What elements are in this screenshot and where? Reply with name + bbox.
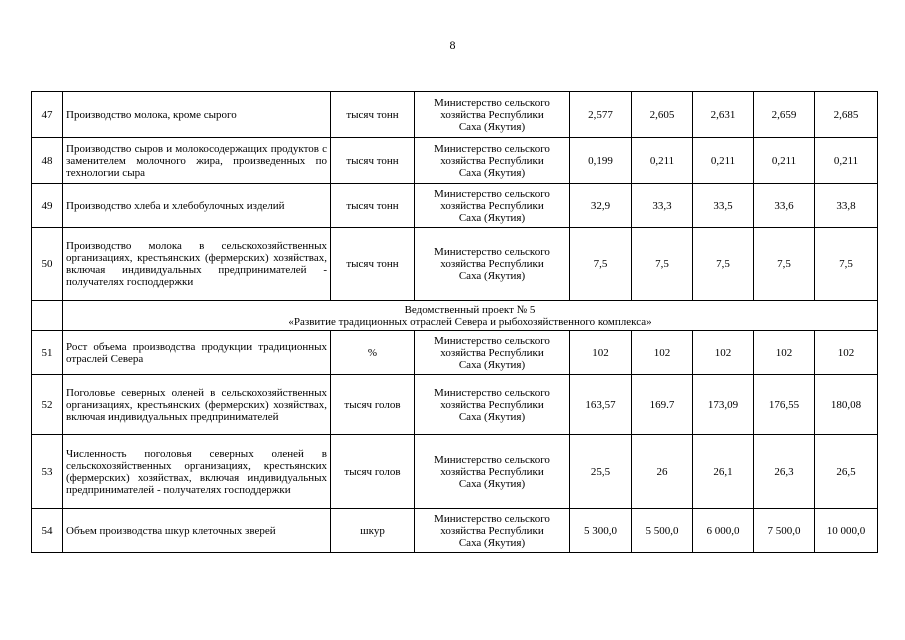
indicator-name: Производство молока, кроме сырого: [63, 92, 331, 138]
ministry: Министерство сельского хозяйства Республики Саха (Якутия): [415, 184, 570, 228]
ministry: Министерство сельского хозяйства Республики Саха (Якутия): [415, 435, 570, 509]
ministry: Министерство сельского хозяйства Республики Саха (Якутия): [415, 138, 570, 184]
row-number: 53: [32, 435, 63, 509]
value-cell: 163,57: [570, 375, 632, 435]
value-cell: 7,5: [570, 228, 632, 301]
unit: тысяч тонн: [331, 138, 415, 184]
value-cell: 0,211: [693, 138, 754, 184]
value-cell: 33,8: [815, 184, 878, 228]
value-cell: 10 000,0: [815, 509, 878, 553]
value-cell: 33,3: [632, 184, 693, 228]
value-cell: 102: [815, 331, 878, 375]
table-row: [32, 138, 878, 184]
value-cell: 0,199: [570, 138, 632, 184]
row-number: 48: [32, 138, 63, 184]
ministry: Министерство сельского хозяйства Республики Саха (Якутия): [415, 228, 570, 301]
project-title: Ведомственный проект № 5 «Развитие традиционных отраслей Севера и рыбохозяйственного комплекса»: [63, 301, 878, 331]
value-cell: 2,631: [693, 92, 754, 138]
indicator-name: Поголовье северных оленей в сельскохозяйственных организациях, крестьянских (фермерских) хозяйствах, включая индивидуальных предпринимателей: [63, 375, 331, 435]
indicator-name: Производство хлеба и хлебобулочных изделий: [63, 184, 331, 228]
value-cell: 7,5: [815, 228, 878, 301]
value-cell: 2,659: [754, 92, 815, 138]
value-cell: 173,09: [693, 375, 754, 435]
value-cell: 5 500,0: [632, 509, 693, 553]
value-cell: 26,1: [693, 435, 754, 509]
unit: тысяч тонн: [331, 184, 415, 228]
value-cell: 33,5: [693, 184, 754, 228]
ministry: Министерство сельского хозяйства Республики Саха (Якутия): [415, 509, 570, 553]
value-cell: 26,3: [754, 435, 815, 509]
value-cell: 7 500,0: [754, 509, 815, 553]
ministry: Министерство сельского хозяйства Республики Саха (Якутия): [415, 92, 570, 138]
row-number: 51: [32, 331, 63, 375]
value-cell: 102: [754, 331, 815, 375]
value-cell: 169.7: [632, 375, 693, 435]
unit: %: [331, 331, 415, 375]
value-cell: 0,211: [754, 138, 815, 184]
page-number: 8: [449, 38, 456, 52]
table-row: [32, 435, 878, 509]
value-cell: 102: [693, 331, 754, 375]
table-row: [32, 331, 878, 375]
value-cell: 7,5: [693, 228, 754, 301]
value-cell: 25,5: [570, 435, 632, 509]
value-cell: 5 300,0: [570, 509, 632, 553]
value-cell: 180,08: [815, 375, 878, 435]
value-cell: 26,5: [815, 435, 878, 509]
indicator-name: Производство сыров и молокосодержащих продуктов с заменителем молочного жира, произведенных по технологии сыра: [63, 138, 331, 184]
table-row: [32, 184, 878, 228]
row-number: 54: [32, 509, 63, 553]
value-cell: 7,5: [632, 228, 693, 301]
value-cell: 26: [632, 435, 693, 509]
value-cell: 2,605: [632, 92, 693, 138]
value-cell: 176,55: [754, 375, 815, 435]
value-cell: 2,577: [570, 92, 632, 138]
value-cell: 102: [632, 331, 693, 375]
project-header-row: [32, 301, 878, 331]
ministry: Министерство сельского хозяйства Республики Саха (Якутия): [415, 375, 570, 435]
table-row: [32, 375, 878, 435]
value-cell: 0,211: [632, 138, 693, 184]
table-row: [32, 509, 878, 553]
value-cell: 32,9: [570, 184, 632, 228]
indicators-table: [31, 91, 878, 553]
row-number: 47: [32, 92, 63, 138]
unit: тысяч голов: [331, 435, 415, 509]
table-row: [32, 228, 878, 301]
unit: тысяч тонн: [331, 92, 415, 138]
row-number: 52: [32, 375, 63, 435]
unit: тысяч голов: [331, 375, 415, 435]
ministry: Министерство сельского хозяйства Республики Саха (Якутия): [415, 331, 570, 375]
unit: тысяч тонн: [331, 228, 415, 301]
value-cell: 102: [570, 331, 632, 375]
row-number: 50: [32, 228, 63, 301]
indicator-name: Производство молока в сельскохозяйственных организациях, крестьянских (фермерских) хозяйствах, включая индивидуальных предпринимателей - получателях господдержки: [63, 228, 331, 301]
value-cell: 33,6: [754, 184, 815, 228]
indicator-name: Численность поголовья северных оленей в сельскохозяйственных организациях, крестьянских (фермерских) хозяйствах, включая индивидуальных предпринимателей - получателях господдержки: [63, 435, 331, 509]
value-cell: 6 000,0: [693, 509, 754, 553]
table-row: [32, 92, 878, 138]
row-number: 49: [32, 184, 63, 228]
project-number-cell: [32, 301, 63, 331]
value-cell: 0,211: [815, 138, 878, 184]
indicator-name: Объем производства шкур клеточных зверей: [63, 509, 331, 553]
unit: шкур: [331, 509, 415, 553]
indicator-name: Рост объема производства продукции традиционных отраслей Севера: [63, 331, 331, 375]
value-cell: 2,685: [815, 92, 878, 138]
value-cell: 7,5: [754, 228, 815, 301]
